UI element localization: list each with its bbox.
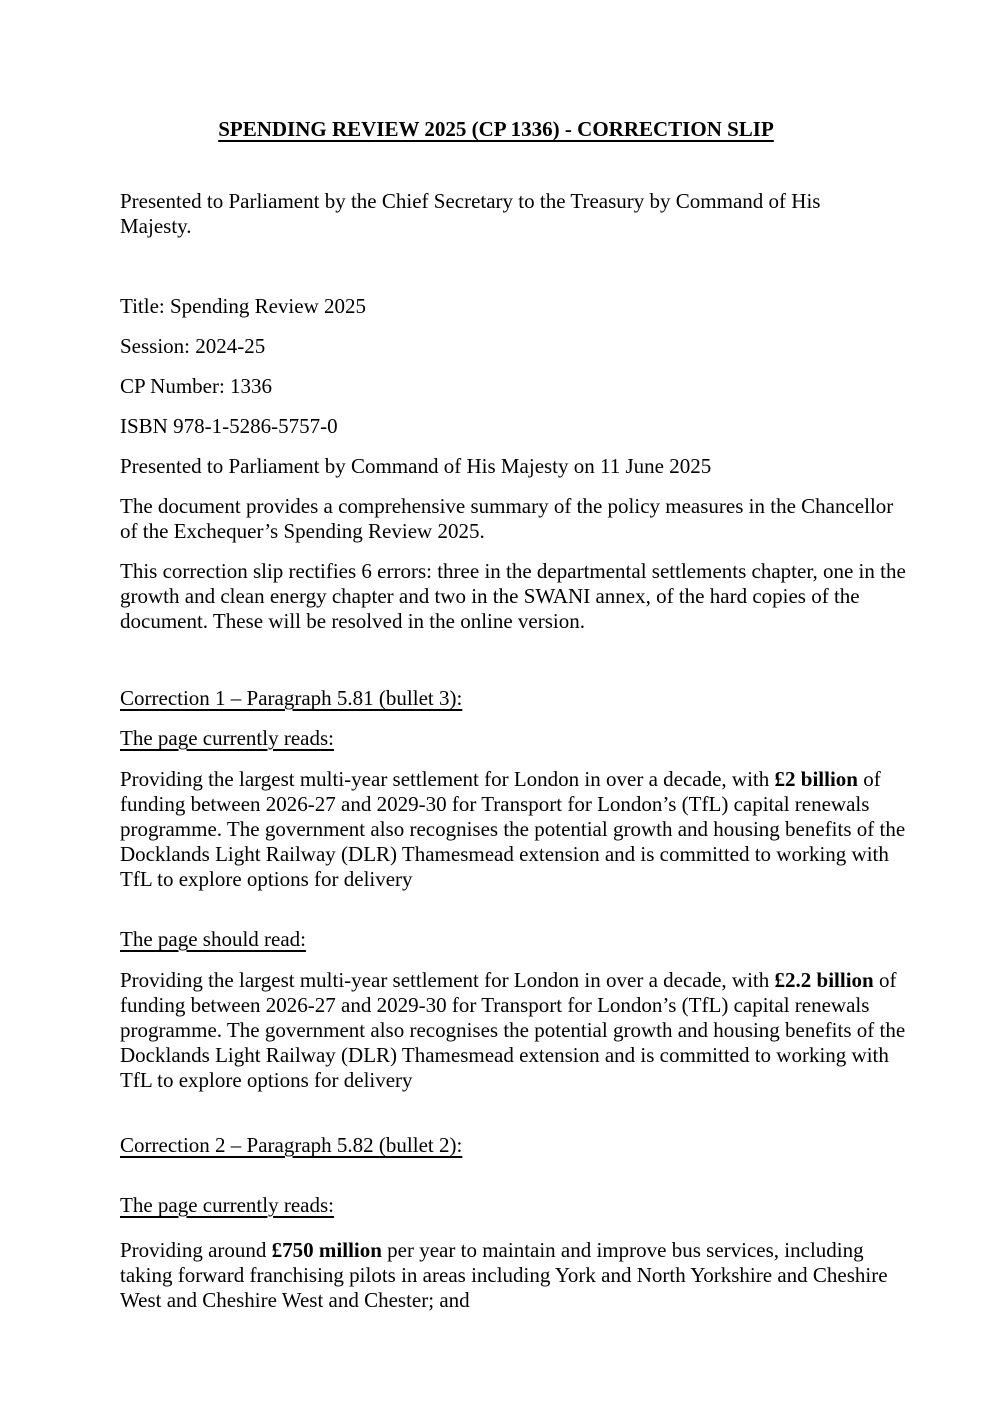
metadata-title-line: Title: Spending Review 2025 [120,294,366,318]
text-segment: Docklands Light Railway (DLR) Thamesmead extension and is committed to working with [120,842,889,866]
text-line [120,817,906,842]
text-segment: taking forward franchising pilots in areas including York and North Yorkshire and Cheshire [120,1263,888,1287]
text-segment: of the Exchequer’s Spending Review 2025. [120,519,485,543]
document-title: SPENDING REVIEW 2025 (CP 1336) - CORRECTION SLIP [218,117,774,141]
bold-text-segment: £750 million [271,1238,382,1262]
text-segment: of [873,968,897,992]
text-line [120,867,872,892]
correction-1-current-paragraph [120,767,906,892]
text-line [120,1018,906,1043]
text-line [120,494,894,519]
text-line [120,1288,872,1313]
text-line [120,1043,889,1068]
presented-statement: Presented to Parliament by the Chief Secretary to the Treasury by Command of His Majesty. [120,189,821,238]
correction-2-current-paragraph [120,1238,888,1313]
text-segment: per year to maintain and improve bus services, including [381,1238,864,1262]
text-segment: document. These will be resolved in the online version. [120,609,586,633]
document-summary-paragraph [120,494,894,544]
text-segment: TfL to explore options for delivery [120,1068,413,1092]
text-segment: TfL to explore options for delivery [120,867,413,891]
text-line [120,767,881,792]
text-line [120,609,872,634]
correction-1-should-read-label: The page should read: [120,927,307,951]
correction-1-should-paragraph [120,968,906,1093]
text-segment: of [857,767,881,791]
bold-text-segment: £2.2 billion [774,968,874,992]
text-line [120,1068,872,1093]
metadata-presented-command-line: Presented to Parliament by Command of His Majesty on 11 June 2025 [120,454,712,478]
text-line [120,584,872,609]
correction-1-heading: Correction 1 – Paragraph 5.81 (bullet 3): [120,686,463,710]
metadata-cp-number-line: CP Number: 1336 [120,374,273,398]
text-segment: This correction slip rectifies 6 errors: three in the departmental settlements chapter, one in the [120,559,906,583]
text-segment: Providing the largest multi-year settlement for London in over a decade, with [120,968,775,992]
correction-2-currently-reads-label: The page currently reads: [120,1193,334,1217]
text-segment: programme. The government also recognises the potential growth and housing benefits of the [120,817,906,841]
text-line [120,993,872,1018]
text-segment: Providing the largest multi-year settlement for London in over a decade, with [120,767,775,791]
text-line [120,1238,872,1263]
text-line [120,559,906,584]
text-segment: West and Cheshire West and Chester; and [120,1288,470,1312]
metadata-isbn-line: ISBN 978-1-5286-5757-0 [120,414,338,438]
text-line [120,792,872,817]
text-line [120,1263,888,1288]
bold-text-segment: £2 billion [774,767,858,791]
text-line [120,519,872,544]
text-segment: Providing around [120,1238,272,1262]
errors-note-paragraph [120,559,906,634]
text-segment: funding between 2026-27 and 2029-30 for Transport for London’s (TfL) capital renewals [120,993,870,1017]
correction-2-heading: Correction 2 – Paragraph 5.82 (bullet 2): [120,1133,463,1157]
text-segment: programme. The government also recognises the potential growth and housing benefits of the [120,1018,906,1042]
text-line [120,968,897,993]
metadata-session-line: Session: 2024-25 [120,334,266,358]
correction-1-currently-reads-label: The page currently reads: [120,726,334,750]
text-segment: Docklands Light Railway (DLR) Thamesmead extension and is committed to working with [120,1043,889,1067]
text-segment: growth and clean energy chapter and two in the SWANI annex, of the hard copies of the [120,584,860,608]
text-line [120,842,889,867]
text-segment: funding between 2026-27 and 2029-30 for Transport for London’s (TfL) capital renewals [120,792,870,816]
text-segment: The document provides a comprehensive summary of the policy measures in the Chancellor [120,494,894,518]
